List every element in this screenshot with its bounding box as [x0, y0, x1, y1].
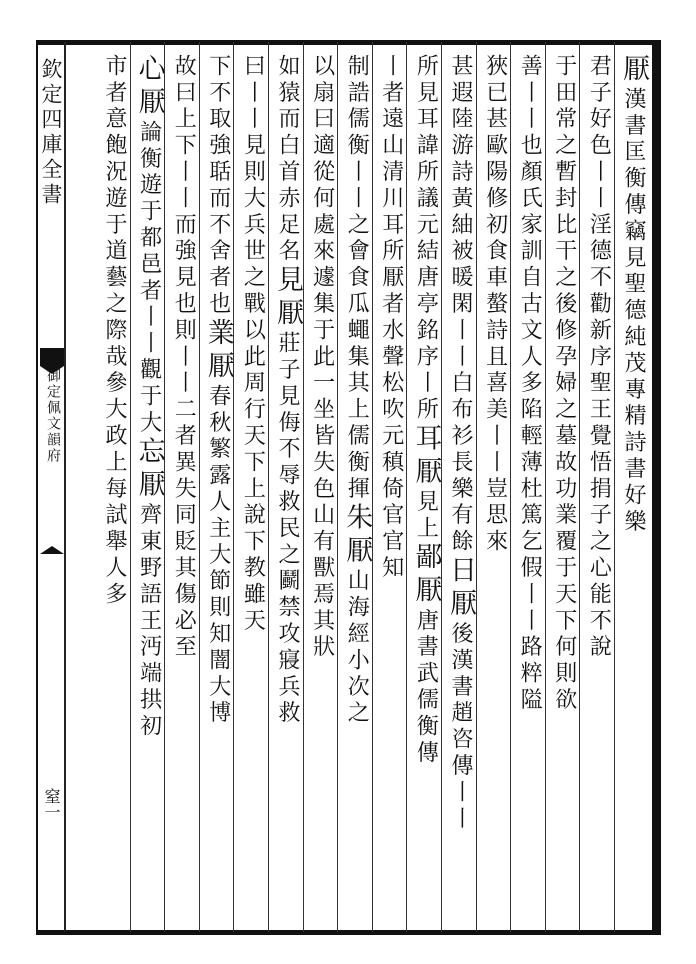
text-column [478, 54, 512, 924]
text-segment: 唐書武儒衡傳 [413, 608, 439, 767]
column-rule [510, 42, 511, 932]
column-rule [199, 42, 200, 932]
column-rule [164, 42, 165, 932]
text-column [97, 54, 131, 924]
fishtail-mark-icon [40, 348, 64, 366]
text-column [132, 54, 166, 924]
text-column [201, 54, 235, 924]
column-rule [476, 42, 477, 932]
text-segment: 則丨丨二者異失同貶其傷必至 [171, 318, 197, 662]
text-segment: 參大政上每試舉人多 [102, 370, 127, 609]
headword: 心 [133, 54, 165, 87]
headword: 鄙 [410, 542, 442, 576]
text-column [581, 54, 615, 924]
text-segment: 莊子見侮不辱救民之鬬禁攻寢兵救 [275, 331, 300, 728]
text-column [166, 54, 200, 924]
column-rule [130, 42, 131, 932]
headword: 厭 [133, 469, 165, 503]
text-column [408, 54, 442, 924]
book-subtitle: 御定佩文韻府 [45, 368, 61, 464]
text-column [616, 54, 650, 924]
text-column [374, 54, 408, 924]
text-segment: 見上 [413, 489, 439, 543]
column-rule [337, 42, 338, 932]
text-segment: 丨者遠山清川耳所厭者水聲松吹 [378, 54, 404, 424]
headword: 厭 [618, 54, 649, 87]
headword: 朱 [341, 502, 373, 536]
text-segment: 以扇曰適從何處來遽集于此一坐皆失色 [309, 54, 335, 503]
text-column [443, 54, 477, 924]
text-column [270, 54, 304, 924]
text-segment: 世之戰以此周行天下上說下教雖天 [240, 238, 266, 635]
text-segment: 狹已甚歐陽修初食車螯詩且喜美丨丨豈思來 [482, 54, 508, 556]
fishtail-mark-lower-icon [40, 546, 64, 556]
column-rule [233, 42, 234, 932]
text-segment: 漢書匡衡傳竊見聖德純茂專精詩書好樂 [621, 87, 646, 536]
headword: 厭 [410, 575, 442, 609]
text-segment: 甚遐陸游詩黃紬被暖閑丨丨白布衫長樂有餘 [448, 54, 473, 556]
column-rule [406, 42, 407, 932]
headword: 耳 [410, 423, 442, 457]
text-column [512, 54, 546, 924]
text-segment: 于田常之暫封比干之後修孕婦之墓故功業覆于天下何則欲 [551, 54, 577, 714]
margin-column [38, 48, 64, 928]
headword: 厭 [341, 535, 373, 569]
column-rule [441, 42, 442, 932]
text-segment: 元稹倚官官知 [378, 423, 404, 583]
headword: 見 [272, 265, 303, 299]
text-segment: 故曰上下丨丨而強見也 [171, 54, 197, 318]
headword: 日 [445, 555, 476, 589]
text-segment: 如猿而白首赤足名 [275, 54, 300, 266]
headword: 忘 [133, 436, 165, 470]
column-rule [614, 42, 615, 932]
column-rule [303, 42, 304, 932]
headword: 厭 [272, 298, 303, 332]
margin-rule [64, 42, 66, 932]
headword: 厭 [445, 588, 476, 622]
text-segment: 下不取強聒而不舍者也 [205, 54, 231, 318]
text-segment: 春秋繁露人主大節則知闇大博 [205, 384, 231, 728]
column-rule [545, 42, 546, 932]
text-column [339, 54, 373, 924]
page-marker: 窒一 [42, 788, 61, 820]
text-segment: 曰丨丨見則大兵 [240, 54, 266, 239]
text-column [235, 54, 269, 924]
headword: 厭 [202, 351, 234, 384]
text-segment: 君子好色丨丨淫德不勸新序聖王覺悟捐子之心能不說 [586, 54, 612, 662]
text-segment: 制誥儒衡丨丨之會食瓜蠅集其上儒衡揮 [344, 54, 370, 503]
text-column [305, 54, 339, 924]
column-rule [579, 42, 580, 932]
text-segment: 山有獸焉其狀 [309, 502, 335, 662]
headword: 業 [202, 318, 234, 351]
text-segment: 善丨丨也顏氏家訓自古文人多陷輕薄杜篤乞假丨丨路粹隘 [517, 54, 543, 714]
text-segment: 齊東野語王沔端拱初 [136, 502, 162, 741]
text-segment: 所見耳諱所議元結唐亭銘序丨所 [413, 54, 439, 424]
column-rule [268, 42, 269, 932]
headword: 厭 [410, 456, 442, 490]
text-segment: 市者意飽況遊于道藝之際哉 [102, 54, 127, 371]
column-rule [372, 42, 373, 932]
book-title: 欽定四庫全書 [39, 58, 63, 208]
headword: 厭 [133, 87, 165, 120]
text-column [547, 54, 581, 924]
text-segment: 後漢書趙咨傳丨丨 [448, 621, 473, 833]
text-segment: 山海經小次之 [344, 568, 370, 728]
text-segment: 論衡遊于都邑者丨丨觀于大 [136, 120, 162, 437]
